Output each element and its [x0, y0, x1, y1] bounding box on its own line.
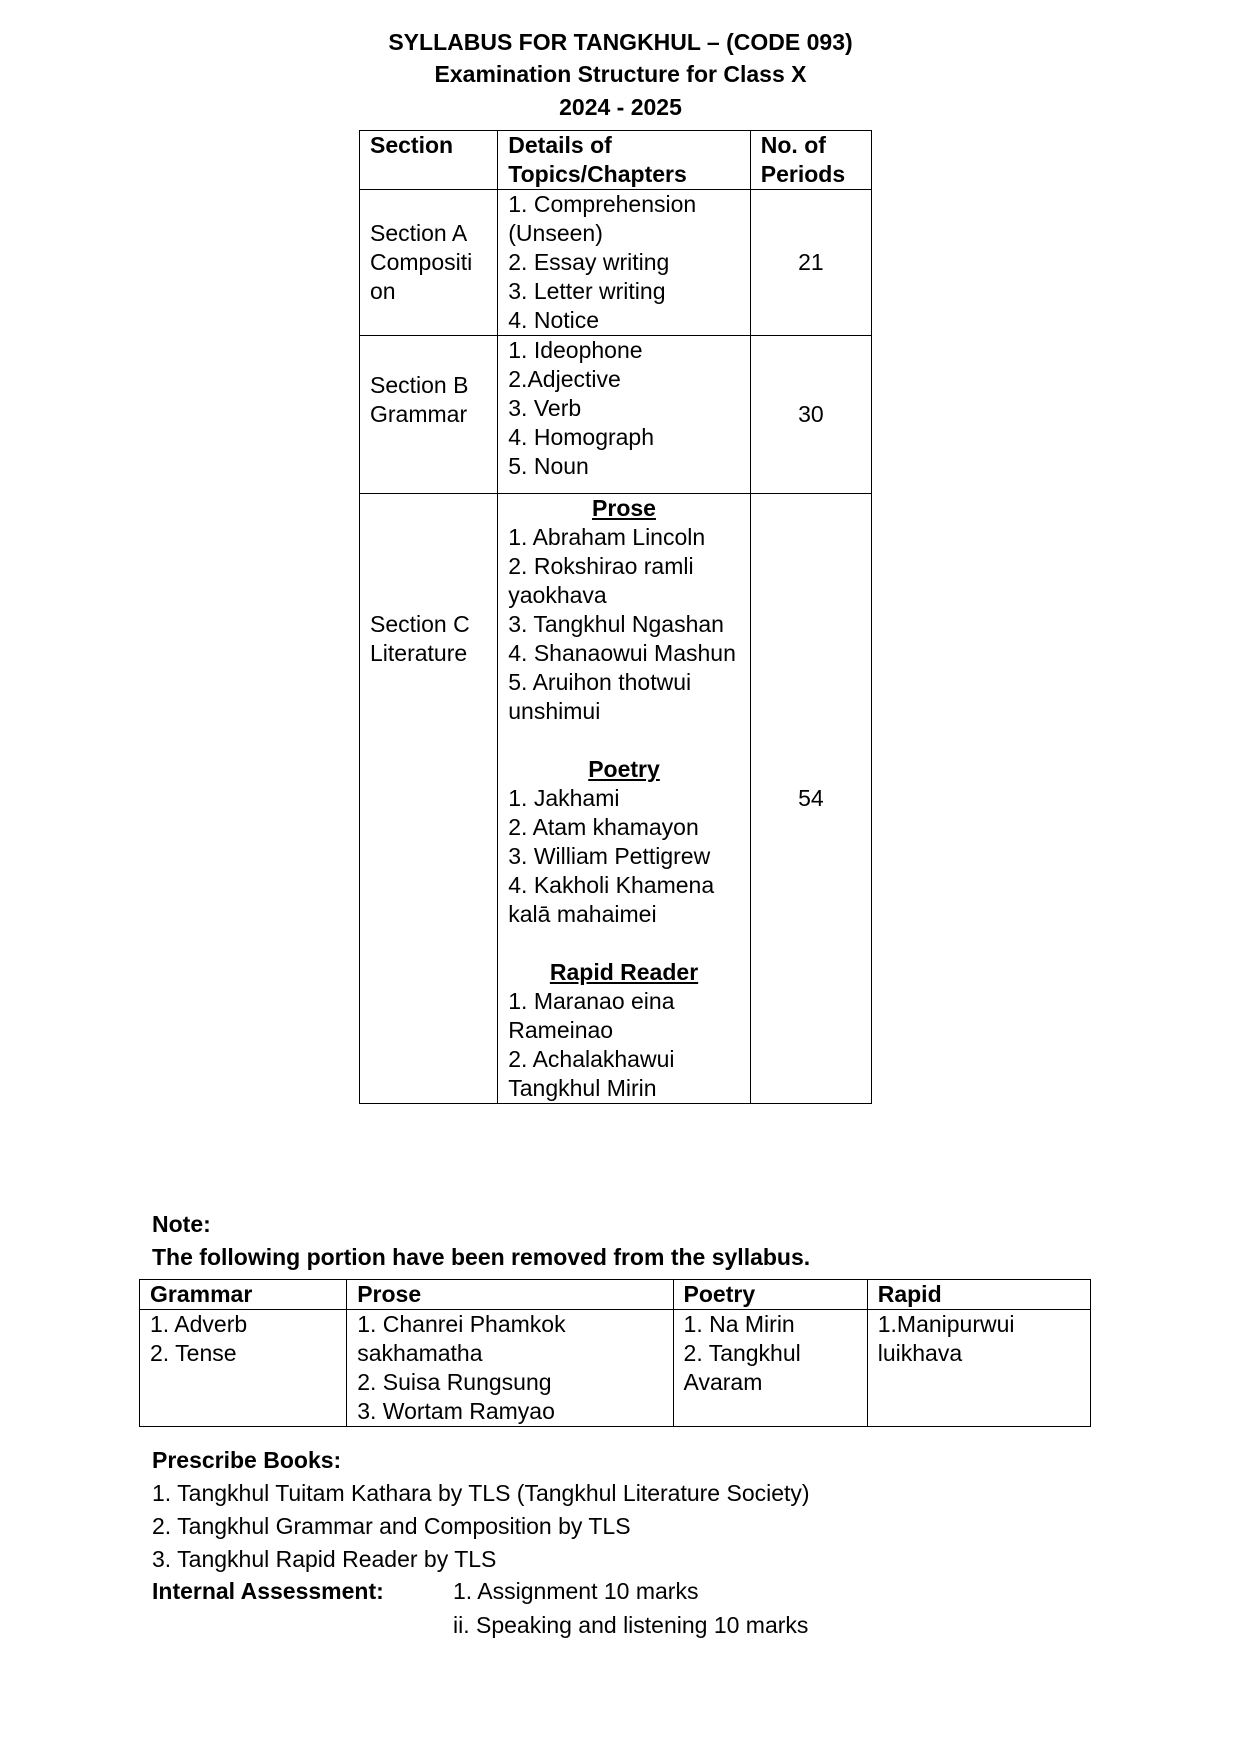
section-label: Section B [370, 372, 469, 398]
topic-item: 2.Adjective [508, 366, 621, 392]
rapid-item: 2. Achalakhawui Tangkhul Mirin [508, 1046, 675, 1101]
list-item: 2. Suisa Rungsung [357, 1369, 552, 1395]
removed-rapid-cell [867, 1310, 1090, 1427]
prose-heading: Prose [592, 495, 656, 521]
header-rapid: Rapid [867, 1280, 1090, 1310]
section-a-periods: 21 [750, 190, 871, 336]
section-b-cell [360, 336, 498, 494]
academic-year: 2024 - 2025 [559, 94, 682, 120]
page-subtitle: Examination Structure for Class X [434, 61, 807, 87]
prose-item: 1. Abraham Lincoln [508, 524, 706, 550]
table-header-row [360, 131, 872, 190]
removed-grammar-cell [140, 1310, 347, 1427]
table-row [360, 336, 872, 494]
removed-portion-table [139, 1279, 1091, 1427]
rapid-reader-heading: Rapid Reader [549, 959, 699, 985]
prescribed-books-label: Prescribe Books: [152, 1447, 342, 1473]
prose-item: 3. Tangkhul Ngashan [508, 611, 724, 637]
poetry-item: 4. Kakholi Khamena [508, 872, 715, 898]
list-item: 1. Adverb [150, 1311, 248, 1337]
book-item: 1. Tangkhul Tuitam Kathara by TLS (Tangkhul Literature Society) [152, 1480, 810, 1506]
removed-prose-cell [347, 1310, 673, 1427]
list-item: 3. Wortam Ramyao [357, 1398, 555, 1424]
header-grammar: Grammar [140, 1280, 347, 1310]
topic-item: 4. Notice [508, 307, 600, 333]
page-title: SYLLABUS FOR TANGKHUL – (CODE 093) [388, 29, 853, 55]
topic-item: 5. Noun [508, 453, 589, 479]
header-periods: No. of Periods [750, 131, 871, 190]
prose-item: 5. Aruihon thotwui unshimui [508, 669, 692, 724]
table-row [140, 1310, 1091, 1427]
assessment-item: ii. Speaking and listening 10 marks [453, 1612, 809, 1638]
note-label: Note: [152, 1211, 211, 1237]
section-c-topics [498, 494, 750, 1104]
topic-item: 2. Essay writing [508, 249, 670, 275]
poetry-item: 2. Atam khamayon [508, 814, 699, 840]
section-label: Section A [370, 220, 468, 246]
poetry-heading: Poetry [588, 756, 660, 782]
section-label: Literature [370, 640, 468, 666]
poetry-item: 3. William Pettigrew [508, 843, 711, 869]
section-label: Grammar [370, 401, 468, 427]
removed-poetry-cell [673, 1310, 867, 1427]
note-text: The following portion have been removed from the syllabus. [152, 1244, 811, 1270]
list-item: 2. Tangkhul Avaram [683, 1340, 801, 1395]
topic-item: 1. Comprehension (Unseen) [508, 191, 697, 246]
list-item: 2. Tense [150, 1340, 237, 1366]
topic-item: 3. Letter writing [508, 278, 666, 304]
section-label: Section C [370, 611, 470, 637]
table-row [360, 494, 872, 1104]
book-item: 3. Tangkhul Rapid Reader by TLS [152, 1546, 497, 1572]
section-a-topics [498, 190, 750, 336]
topic-item: 4. Homograph [508, 424, 655, 450]
section-c-periods: 54 [750, 494, 871, 1104]
internal-assessment-label: Internal Assessment: [152, 1578, 384, 1604]
book-item: 2. Tangkhul Grammar and Composition by TLS [152, 1513, 631, 1539]
prose-item: 2. Rokshirao ramli yaokhava [508, 553, 694, 608]
section-c-cell [360, 494, 498, 1104]
section-label: Compositi [370, 249, 473, 275]
topic-item: 3. Verb [508, 395, 582, 421]
exam-structure-table [359, 130, 872, 1104]
poetry-item: kalā mahaimei [508, 901, 657, 927]
section-b-topics [498, 336, 750, 494]
list-item: 1. Chanrei Phamkok sakhamatha [357, 1311, 566, 1366]
table-header-row [140, 1280, 1091, 1310]
header-prose: Prose [347, 1280, 673, 1310]
table-row [360, 190, 872, 336]
rapid-item: 1. Maranao eina Rameinao [508, 988, 675, 1043]
header-section: Section [360, 131, 498, 190]
header-details: Details of Topics/Chapters [498, 131, 750, 190]
list-item: 1.Manipurwui luikhava [877, 1311, 1015, 1366]
section-label: on [370, 278, 396, 304]
list-item: 1. Na Mirin [683, 1311, 795, 1337]
poetry-item: 1. Jakhami [508, 785, 620, 811]
topic-item: 1. Ideophone [508, 337, 643, 363]
section-b-periods: 30 [750, 336, 871, 494]
section-a-cell [360, 190, 498, 336]
assessment-item: 1. Assignment 10 marks [453, 1578, 699, 1604]
header-poetry: Poetry [673, 1280, 867, 1310]
prose-item: 4. Shanaowui Mashun [508, 640, 736, 666]
